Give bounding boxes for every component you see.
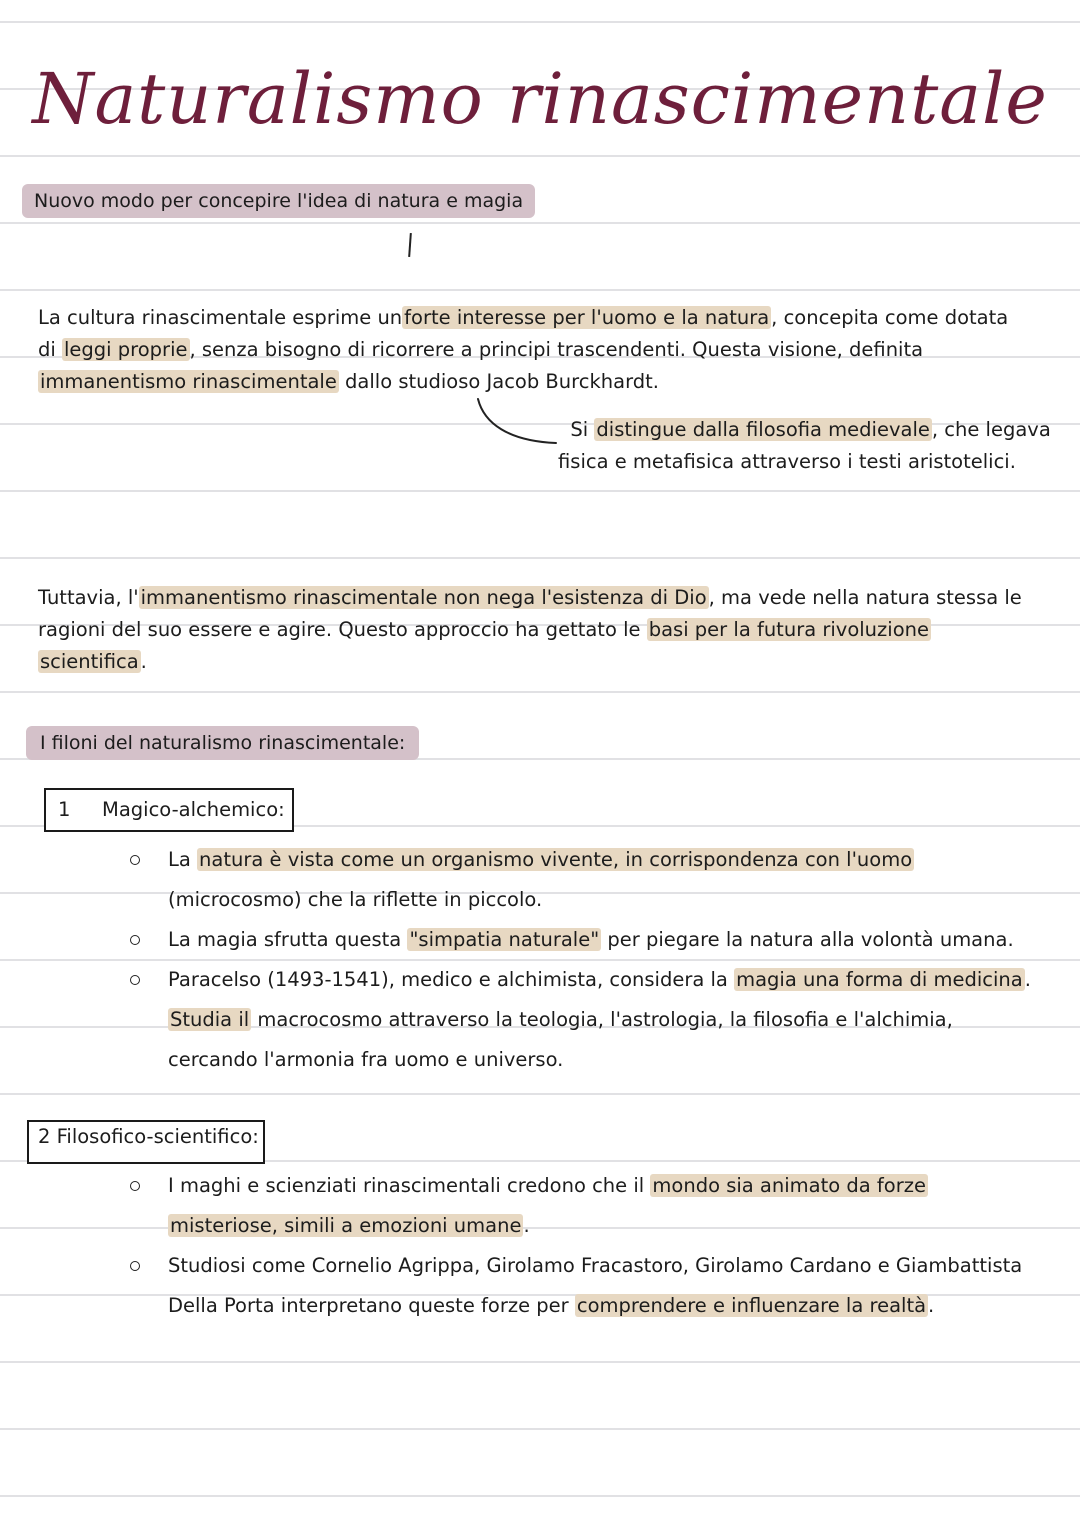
list-item-continuation: misteriose, simili a emozioni umane . (170, 1214, 530, 1237)
text-line: scientifica . (40, 650, 147, 673)
text-line: ragioni del suo essere e agire. Questo approccio ha gettato le basi per la futura rivoluzione (38, 618, 929, 641)
connector-curve (470, 395, 570, 465)
highlight: misteriose, simili a emozioni umane (170, 1214, 522, 1237)
highlight: comprendere e influenzare la realtà (576, 1294, 927, 1317)
paragraph-tuttavia (38, 582, 1022, 678)
list-item-continuation: (microcosmo) che la riflette in piccolo. (168, 888, 543, 911)
highlight: natura è vista come un organismo vivente, in corrispondenza con l'uomo (199, 848, 913, 871)
note-filosofia-medievale (558, 414, 1051, 478)
highlight: forte interesse per l'uomo e la natura (404, 306, 770, 329)
list-magico-alchemico (130, 840, 1031, 1080)
section-tag-filoni: I filoni del naturalismo rinascimentale: (26, 726, 419, 760)
list-item-continuation: Della Porta interpretano queste forze per comprendere e influenzare la realtà . (168, 1294, 935, 1317)
filone-heading-filosofico-scientifico: 2 Filosofico-scientifico: (27, 1120, 265, 1164)
highlight: Studia il (170, 1008, 250, 1031)
highlight: leggi proprie (64, 338, 188, 361)
filone-heading-magico-alchemico (44, 788, 294, 832)
section-tag-natura-magia: Nuovo modo per concepire l'idea di natura e magia (22, 184, 535, 218)
text-line: La cultura rinascimentale esprime un forte interesse per l'uomo e la natura , concepita come dotata (38, 306, 1009, 329)
text-line: Si distingue dalla filosofia medievale , che legava (570, 418, 1051, 441)
list-filosofico-scientifico (130, 1166, 1022, 1326)
list-item-continuation: cercando l'armonia fra uomo e universo. (168, 1048, 564, 1071)
list-item: Studiosi come Cornelio Agrippa, Girolamo Fracastoro, Girolamo Cardano e Giambattista (130, 1246, 1022, 1286)
paragraph-cultura-rinascimentale (38, 302, 1008, 398)
text-line: Tuttavia, l' immanentismo rinascimentale non nega l'esistenza di Dio , ma vede nella natura stessa le (38, 586, 1022, 609)
list-item: I maghi e scienziati rinascimentali credono che il mondo sia animato da forze (130, 1166, 1022, 1206)
highlight: mondo sia animato da forze (652, 1174, 926, 1197)
highlight: "simpatia naturale" (409, 928, 600, 951)
highlight: scientifica (40, 650, 139, 673)
page-title: Naturalismo rinascimentale (32, 58, 1048, 140)
highlight: immanentismo rinascimentale (40, 370, 337, 393)
filone-number: 1 (58, 798, 71, 821)
list-item: Paracelso (1493-1541), medico e alchimista, considera la magia una forma di medicina . (130, 960, 1031, 1000)
text-line: di leggi proprie , senza bisogno di ricorrere a principi trascendenti. Questa visione, definita (38, 338, 924, 361)
highlight: magia una forma di medicina (736, 968, 1023, 991)
highlight: immanentismo rinascimentale non nega l'esistenza di Dio (140, 586, 707, 609)
text-line: fisica e metafisica attraverso i testi aristotelici. (558, 450, 1016, 473)
list-item: La magia sfrutta questa "simpatia naturale" per piegare la natura alla volontà umana. (130, 920, 1031, 960)
list-item: La natura è vista come un organismo vivente, in corrispondenza con l'uomo (130, 840, 1031, 880)
filone-label: Magico-alchemico: (102, 798, 285, 821)
highlight: basi per la futura rivoluzione (648, 618, 929, 641)
list-item-continuation: Studia il macrocosmo attraverso la teologia, l'astrologia, la filosofia e l'alchimia, (170, 1008, 953, 1031)
highlight: distingue dalla filosofia medievale (596, 418, 930, 441)
text-line: immanentismo rinascimentale dallo studioso Jacob Burckhardt. (40, 370, 659, 393)
